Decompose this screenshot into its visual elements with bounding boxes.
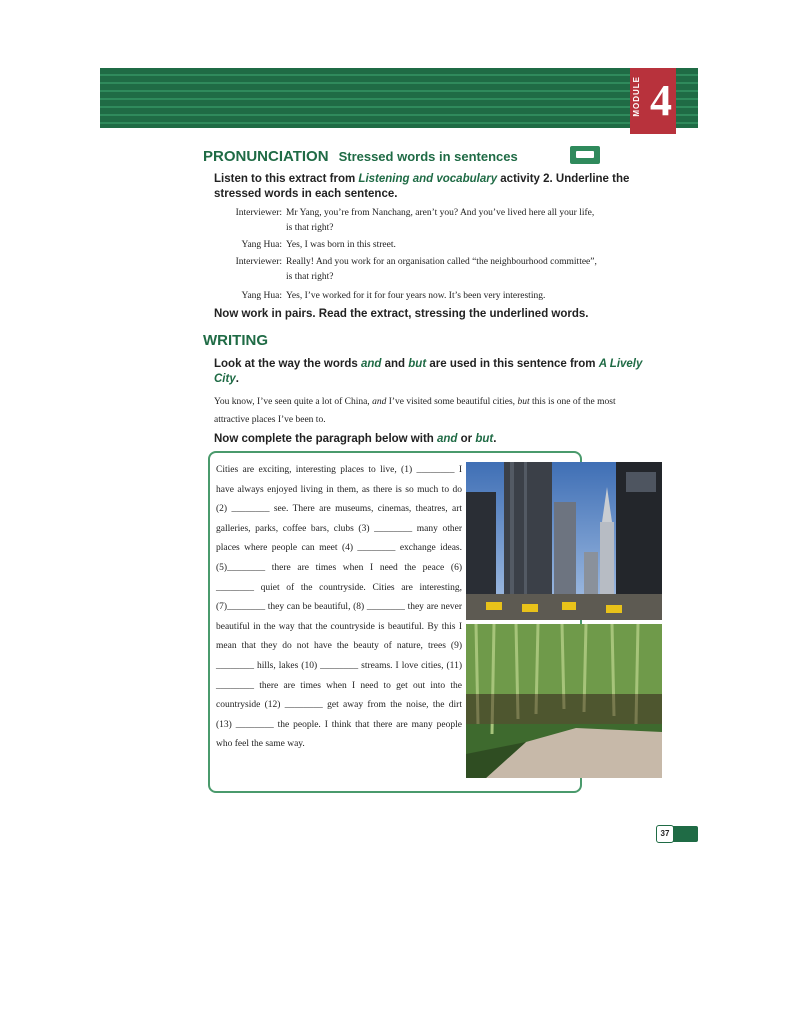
example-text: I’ve visited some beautiful cities, [386, 397, 518, 407]
keyword-and: and [360, 358, 382, 370]
instruction-text: or [457, 433, 476, 445]
bamboo-path-photo [466, 624, 662, 778]
keyword-but: but [408, 358, 427, 370]
keyword-and: and [372, 397, 387, 407]
pronunciation-heading [203, 148, 518, 165]
page-number: 37 [656, 825, 674, 843]
city-photo [466, 462, 662, 620]
module-label: MODULE [632, 76, 641, 117]
instruction-text: are used in this sentence from [426, 358, 599, 370]
dialogue-text: Mr Yang, you’re from Nanchang, aren’t you? And you’ve lived here all your life, [286, 208, 595, 218]
instruction-text: activity 2. Underline the [497, 173, 630, 185]
instruction-source: City [214, 373, 236, 385]
instruction-text: stressed words in each sentence. [214, 188, 398, 200]
instruction-text: . [235, 373, 239, 385]
instruction-text: . [493, 433, 497, 445]
writing-instruction [214, 357, 644, 387]
instruction-text: Listen to this extract from [214, 173, 359, 185]
keyword-and: and [437, 433, 458, 445]
writing-heading: WRITING [203, 332, 268, 349]
pronunciation-title: PRONUNCIATION [203, 148, 329, 165]
pronunciation-instruction [214, 172, 644, 202]
instruction-source: A Lively [598, 358, 643, 370]
dialogue-line [212, 238, 396, 253]
complete-instruction [214, 432, 496, 447]
example-text: You know, I’ve seen quite a lot of China, [214, 397, 373, 407]
instruction-text: Now complete the paragraph below with [214, 433, 437, 445]
example-text: this is one of the most attractive places I’ve been to. [214, 397, 616, 425]
exercise-paragraph: Cities are exciting, interesting places to live, (1) ________ I have always enjoyed living in them, as there is so much to do (2) ________ see. There are museums, cinemas, theatres, art galleries, parks, coffee bars, clubs (3) ________ many other places where people can meet (4) ________ exchange ideas. (5)________ there are times when I need the peace (6) ________ quiet of the countryside. Cities are interesting, (7)________ they can be beautiful, (8) ________ they are never beautiful in the way that the countryside is beautiful. By this I mean that they do not have the beauty of nature, trees (9) ________ hills, lakes (10) ________ streams. I love cities, (11) ________ there are times when I need to get out into the countryside (12) ________ get away from the noise, the dirt (13) ________ the people. I think that there are many people who feel the same way. [216, 465, 462, 750]
cassette-icon [570, 146, 600, 164]
speaker: Interviewer: [235, 257, 282, 267]
speaker: Yang Hua: [241, 240, 282, 250]
page-number-tab [658, 826, 698, 842]
keyword-but: but [475, 433, 494, 445]
dialogue-text: is that right? [286, 272, 334, 282]
dialogue-text: Yes, I’ve worked for it for four years now. It’s been very interesting. [286, 291, 546, 301]
module-tab [630, 68, 676, 134]
keyword-but: but [517, 397, 530, 407]
module-number: 4 [650, 76, 672, 125]
dialogue-text: Yes, I was born in this street. [286, 240, 396, 250]
pronunciation-subheading: Stressed words in sentences [338, 149, 518, 164]
speaker: Interviewer: [235, 208, 282, 218]
dialogue-text: Really! And you work for an organisation called “the neighbourhood committee”, [286, 257, 597, 267]
dialogue-line [212, 206, 594, 236]
dialogue-line [212, 255, 597, 285]
module-header-banner [100, 68, 698, 128]
speaker: Yang Hua: [241, 291, 282, 301]
pairs-instruction: Now work in pairs. Read the extract, stressing the underlined words. [214, 308, 589, 320]
instruction-source: Listening and vocabulary [358, 173, 498, 185]
dialogue-line [212, 289, 545, 304]
dialogue-text: is that right? [286, 223, 334, 233]
instruction-text: and [381, 358, 409, 370]
instruction-text: Look at the way the words [214, 358, 361, 370]
example-sentence [214, 393, 638, 429]
